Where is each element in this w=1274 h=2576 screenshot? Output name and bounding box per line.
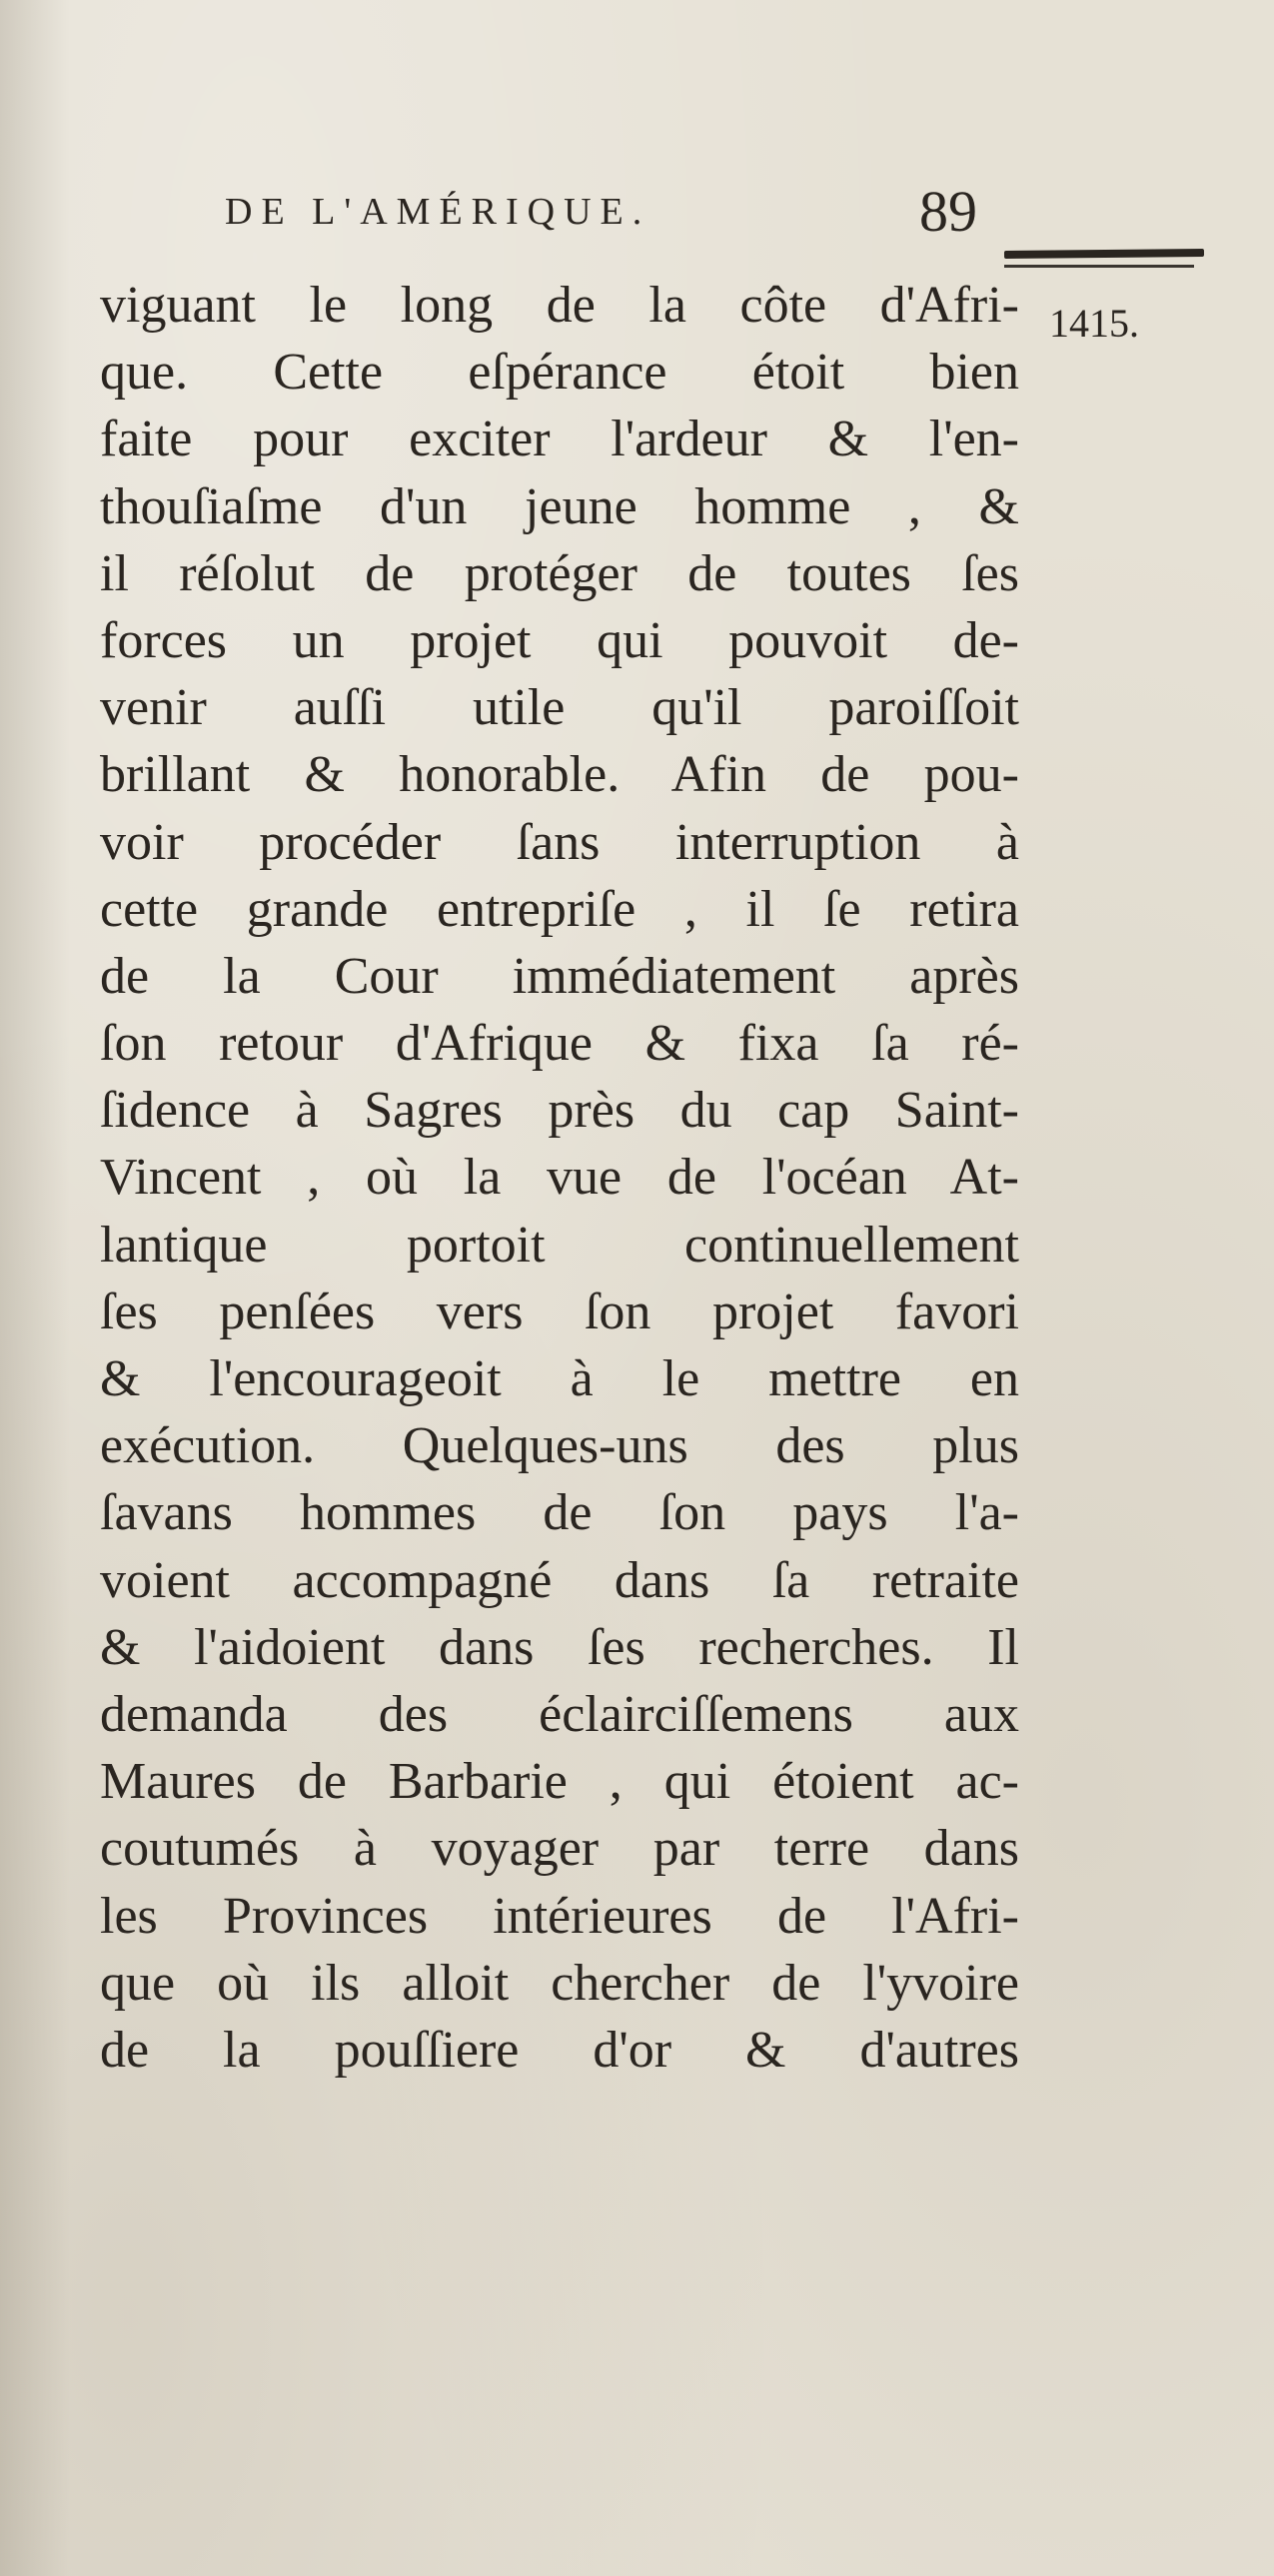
- text-line: thouſiaſme d'un jeune homme , &: [100, 477, 1019, 535]
- body-text: [100, 272, 1019, 2084]
- text-line: venir auſſi utile qu'il paroiſſoit: [100, 679, 1019, 737]
- gutter-shadow: [0, 0, 70, 2576]
- text-line: il réſolut de protéger de toutes ſes: [100, 544, 1019, 602]
- text-line: coutumés à voyager par terre dans: [100, 1820, 1019, 1878]
- text-line: de la Cour immédiatement après: [100, 947, 1019, 1005]
- text-line: que où ils alloit chercher de l'yvoire: [100, 1954, 1019, 2012]
- text-line: & l'encourageoit à le mettre en: [100, 1350, 1019, 1407]
- text-line: les Provinces intérieures de l'Afri-: [100, 1887, 1019, 1945]
- text-line: demanda des éclairciſſemens aux: [100, 1685, 1019, 1743]
- text-line: cette grande entrepriſe , il ſe retira: [100, 880, 1019, 938]
- text-line: ſon retour d'Afrique & fixa ſa ré-: [100, 1015, 1019, 1073]
- text-line: Maures de Barbarie , qui étoient ac-: [100, 1753, 1019, 1811]
- text-line: voir procéder ſans interruption à: [100, 813, 1019, 871]
- text-line: & l'aidoient dans ſes recherches. Il: [100, 1618, 1019, 1676]
- text-line: de la pouſſiere d'or & d'autres: [100, 2021, 1019, 2079]
- text-line: Vincent , où la vue de l'océan At-: [100, 1149, 1019, 1207]
- text-line: ſes penſées vers ſon projet favori: [100, 1283, 1019, 1340]
- text-line: que. Cette eſpérance étoit bien: [100, 344, 1019, 402]
- text-line: forces un projet qui pouvoit de-: [100, 611, 1019, 669]
- text-line: voient accompagné dans ſa retraite: [100, 1551, 1019, 1609]
- text-line: faite pour exciter l'ardeur & l'en-: [100, 411, 1019, 468]
- text-line: brillant & honorable. Afin de pou-: [100, 746, 1019, 804]
- text-line: ſavans hommes de ſon pays l'a-: [100, 1484, 1019, 1542]
- header-rule: [1004, 249, 1204, 259]
- page-number: 89: [919, 179, 977, 244]
- text-line: ſidence à Sagres près du cap Saint-: [100, 1082, 1019, 1140]
- text-line: lantique portoit continuellement: [100, 1216, 1019, 1274]
- header-rule-thin: [1004, 265, 1194, 268]
- running-head: DE L'AMÉRIQUE.: [225, 191, 651, 233]
- text-line: viguant le long de la côte d'Afri-: [100, 277, 1019, 334]
- text-line: exécution. Quelques-uns des plus: [100, 1417, 1019, 1475]
- margin-note-year: 1415.: [1049, 301, 1139, 346]
